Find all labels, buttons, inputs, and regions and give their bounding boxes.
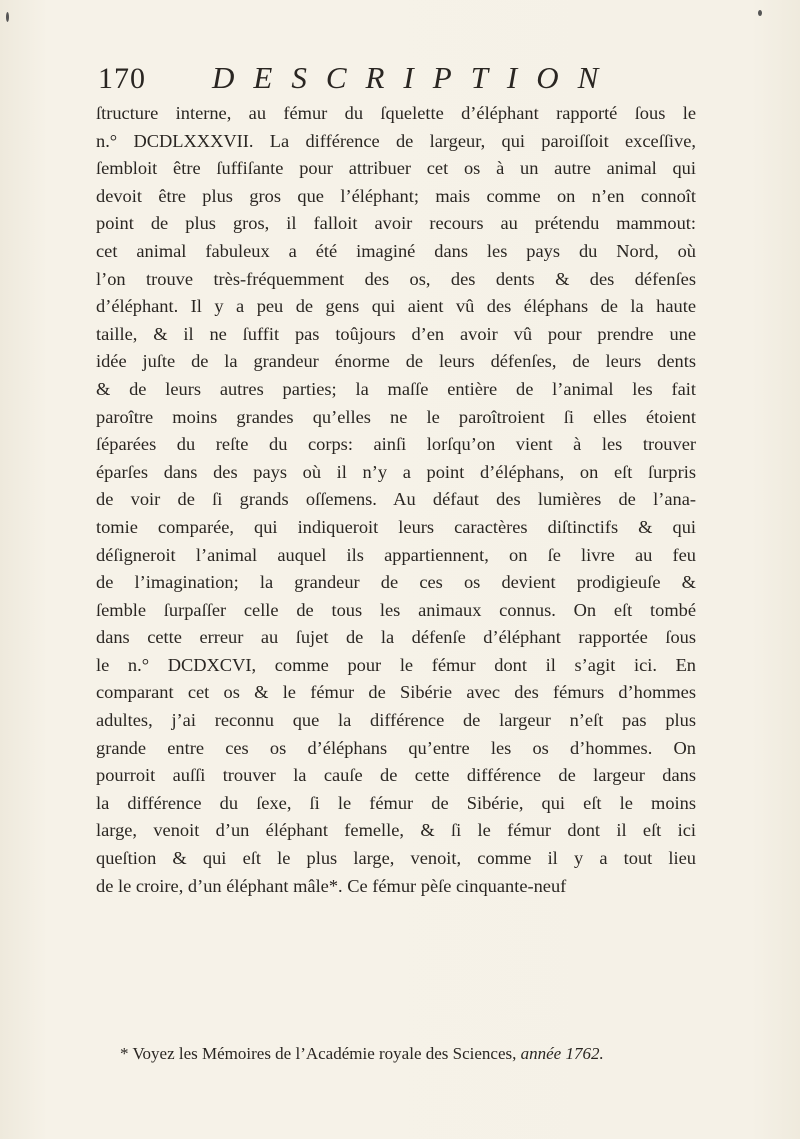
text-line: de le croire, d’un éléphant mâle*. Ce fémur pèſe cinquante-neuf [96,875,567,896]
text-line: adultes, j’ai reconnu que la différence de largeur n’eſt pas plus [96,710,696,731]
page-number: 170 [98,62,146,95]
text-line: ſtructure interne, au fémur du ſquelette d’éléphant rapporté ſous le [96,103,696,123]
running-head: DESCRIPTION [212,60,618,95]
text-line: ſemble ſurpaſſer celle de tous les animaux connus. On eſt tombé [96,599,696,620]
text-line: pourroit auſſi trouver la cauſe de cette différence de largeur dans [96,765,696,786]
text-line: de l’imagination; la grandeur de ces os devient prodigieuſe & [96,572,696,593]
footnote [120,1042,700,1066]
text-line: devoit être plus gros que l’éléphant; mais comme on n’en connoît [96,185,696,206]
text-line: paroître moins grandes qu’elles ne le paroîtroient ſi elles étoient [96,406,696,427]
text-line: & de leurs autres parties; la maſſe entière de l’animal les fait [96,378,696,399]
text-line: tomie comparée, qui indiqueroit leurs caractères diſtinctifs & qui [96,516,696,537]
page-header [96,60,720,100]
text-line: éparſes dans des pays où il n’y a point d’éléphans, on eſt ſurpris [96,461,696,482]
text-line: comparant cet os & le fémur de Sibérie avec des fémurs d’hommes [96,682,696,703]
text-line: dans cette erreur au ſujet de la défenſe d’éléphant rapportée ſous [96,627,696,648]
text-line: de voir de ſi grands oſſemens. Au défaut des lumières de l’ana- [96,489,696,510]
paper-speck [6,12,9,22]
footnote-text: * Voyez les Mémoires de l’Académie royale des Sciences, [120,1044,521,1063]
text-line: idée juſte de la grandeur énorme de leurs défenſes, de leurs dents [96,351,696,372]
text-line: déſigneroit l’animal auquel ils appartiennent, on ſe livre au feu [96,544,696,565]
text-line: large, venoit d’un éléphant femelle, & ſi le fémur dont il eſt ici [96,820,696,841]
paper-speck [758,10,762,16]
text-line: point de plus gros, il falloit avoir recours au prétendu mammout: [96,213,696,234]
text-line: l’on trouve très-fréquemment des os, des dents & des défenſes [96,268,696,289]
text-line: le n.° DCDXCVI, comme pour le fémur dont il s’agit ici. En [96,654,696,675]
body-text [96,100,696,900]
text-line: grande entre ces os d’éléphans qu’entre les os d’hommes. On [96,737,696,758]
text-line: cet animal fabuleux a été imaginé dans les pays du Nord, où [96,240,696,261]
footnote-year: année 1762. [520,1044,604,1063]
text-line: ſembloit être ſuffiſante pour attribuer cet os à un autre animal qui [96,158,696,179]
text-line: queſtion & qui eſt le plus large, venoit, comme il y a tout lieu [96,848,696,869]
text-line: la différence du ſexe, ſi le fémur de Sibérie, qui eſt le moins [96,792,696,813]
text-line: taille, & il ne ſuffit pas toûjours d’en avoir vû pour prendre une [96,323,696,344]
text-line: n.° DCDLXXXVII. La différence de largeur, qui paroiſſoit exceſſive, [96,130,696,151]
text-line: ſéparées du reſte du corps: ainſi lorſqu’on vient à les trouver [96,434,696,455]
text-line: d’éléphant. Il y a peu de gens qui aient vû des éléphans de la haute [96,296,696,317]
